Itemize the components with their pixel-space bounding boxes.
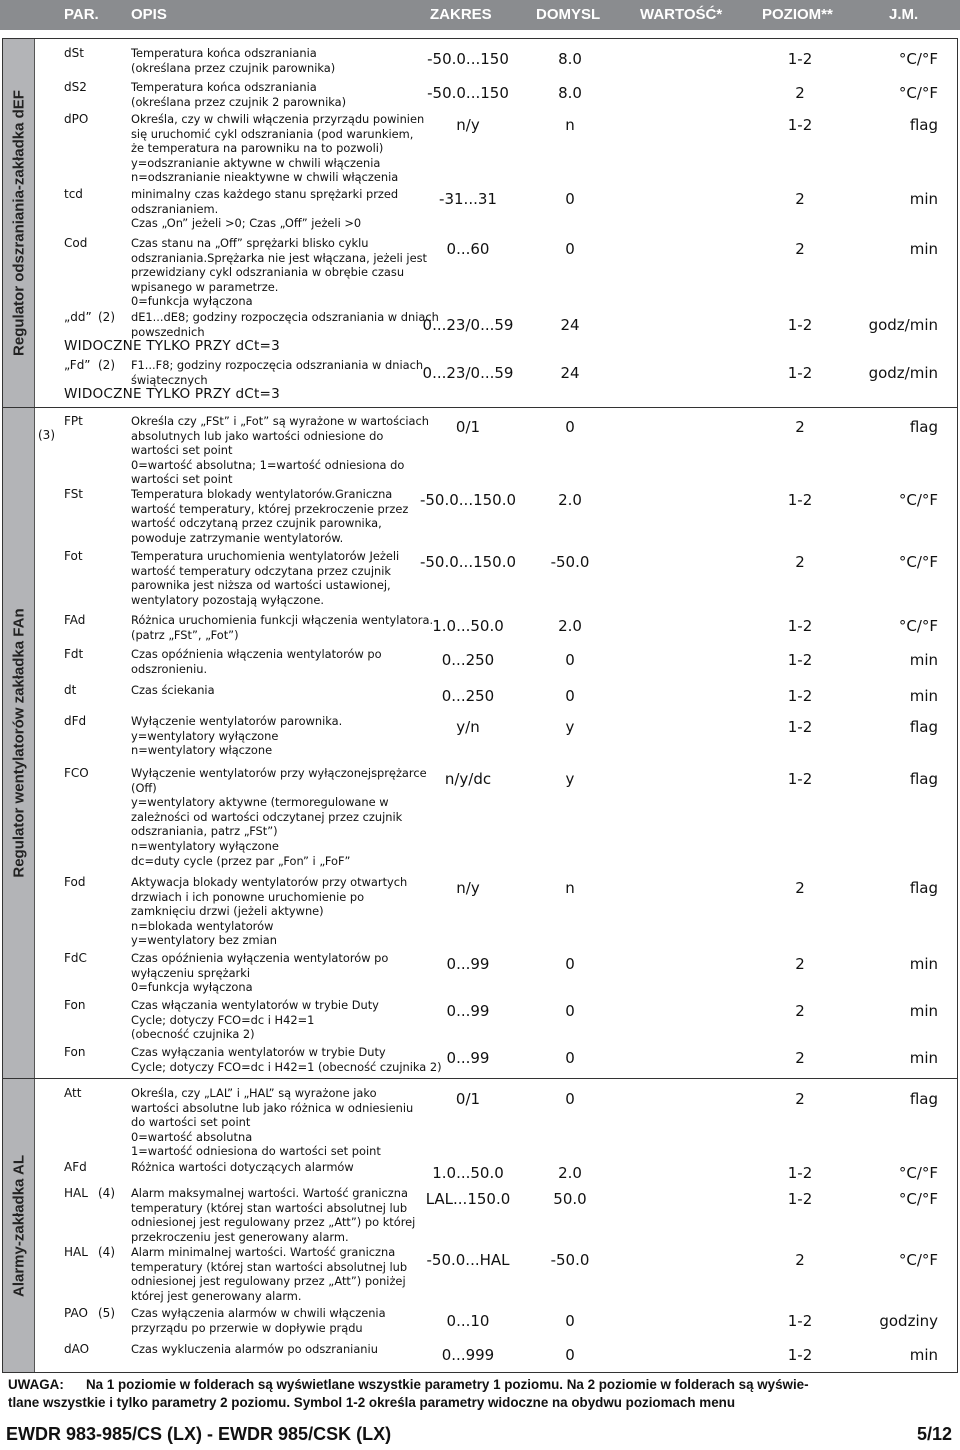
section-def-label: [3, 39, 35, 407]
page-number: 5/12: [916, 1424, 952, 1444]
param-code: „Fd”: [64, 358, 91, 372]
description-line: n=wentylatory włączone: [131, 743, 273, 758]
param-code: dPO: [64, 112, 89, 126]
param-range: 0...23/0...59: [422, 316, 514, 334]
section-fan-note: (3): [38, 428, 55, 442]
param-range: -50.0...150: [427, 50, 509, 68]
param-level: 1-2: [787, 770, 813, 788]
param-description: [131, 647, 413, 676]
header-poziom: POZIOM**: [762, 6, 833, 23]
param-default: 24: [560, 316, 580, 334]
param-unit: °C/°F: [898, 50, 938, 68]
header-domysl: DOMYSL: [536, 6, 601, 23]
description-line: Czas wyłączania wentylatorów w trybie Duty: [131, 1045, 386, 1059]
description-line: Cycle; dotyczy FCO=dc i H42=1: [131, 1012, 315, 1027]
param-description: [131, 236, 428, 309]
param-default: 0: [565, 190, 575, 208]
description-line: y=wentylatory wyłączone: [131, 728, 279, 743]
param-description: [131, 1306, 413, 1335]
header-opis: OPIS: [131, 6, 167, 23]
param-code: FdC: [64, 951, 87, 965]
description-line: y=odszranianie aktywne w chwili włączenia: [131, 155, 381, 170]
description-line: świątecznych: [131, 372, 208, 387]
param-code: dt: [64, 683, 77, 697]
param-description: [131, 1086, 413, 1159]
description-line: Określa, czy „LAL” i „HAL” są wyrażone jako: [131, 1086, 377, 1100]
section-divider: [3, 1078, 958, 1079]
param-footnote: (4): [98, 1186, 115, 1200]
param-default: n: [565, 879, 575, 897]
description-line: przyrządu po przerwie w dopływie prądu: [131, 1320, 363, 1335]
description-line: temperatury (której stan wartości absolutnej lub: [131, 1200, 408, 1215]
param-unit: °C/°F: [898, 1190, 938, 1208]
param-level: 1-2: [787, 687, 813, 705]
param-default: 24: [560, 364, 580, 382]
description-line: absolutnych lub jako wartości odniesione do: [131, 428, 384, 443]
param-unit: min: [909, 651, 938, 669]
header-wartosc: WARTOŚĆ*: [640, 6, 723, 23]
param-unit: flag: [909, 116, 938, 134]
description-line: zamknięciu drzwi (jeżeli aktywne): [131, 904, 324, 919]
param-range: 0...99: [446, 1049, 490, 1067]
param-code: Fon: [64, 1045, 86, 1059]
description-line: y=wentylatory aktywne (termoregulowane w: [131, 795, 389, 810]
param-description: [131, 1186, 416, 1244]
param-default: 0: [565, 955, 575, 973]
param-unit: flag: [909, 418, 938, 436]
description-line: Cycle; dotyczy FCO=dc i H42=1 (obecność czujnika 2): [131, 1059, 442, 1074]
header-par: PAR.: [64, 6, 99, 23]
param-default: 2.0: [558, 617, 582, 635]
param-level: 1-2: [787, 1190, 813, 1208]
param-code: tcd: [64, 187, 83, 201]
param-level: 1-2: [787, 617, 813, 635]
param-code: FPt: [64, 414, 83, 428]
footer-model: EWDR 983-985/CS (LX) - EWDR 985/CSK (LX): [6, 1424, 392, 1444]
description-line: Czas wykluczenia alarmów po odszranianiu: [131, 1342, 378, 1356]
param-unit: flag: [909, 770, 938, 788]
param-description: [131, 187, 413, 231]
param-level: 1-2: [787, 316, 813, 334]
param-level: 1-2: [787, 364, 813, 382]
param-level: 1-2: [787, 116, 813, 134]
section-def-title: Regulator odszraniania-zakładka dEF: [10, 90, 27, 356]
description-line: y=wentylatory bez zmian: [131, 933, 277, 948]
param-default: y: [565, 770, 575, 788]
description-line: Alarm minimalnej wartości. Wartość graniczna: [131, 1245, 396, 1259]
description-line: Temperatura blokady wentylatorów.Graniczna: [131, 487, 393, 501]
description-line: wartości set point: [131, 443, 233, 458]
param-unit: godziny: [879, 1312, 938, 1330]
footer-note: [8, 1376, 956, 1412]
param-range: -50.0...150.0: [419, 491, 517, 509]
description-line: Różnica wartości dotyczących alarmów: [131, 1160, 354, 1174]
param-code: Fot: [64, 549, 83, 563]
header-jm: J.M.: [889, 6, 919, 23]
description-line: (patrz „FSt”, „Fot”): [131, 627, 239, 642]
description-line: odniesionej jest regulowany przez „Att”) poniżej: [131, 1274, 406, 1289]
param-default: 2.0: [558, 491, 582, 509]
description-line: Czas opóźnienia włączenia wentylatorów po: [131, 647, 382, 661]
param-unit: flag: [909, 718, 938, 736]
param-range: 1.0...50.0: [432, 617, 504, 635]
table-header: [0, 0, 960, 30]
param-description: [131, 998, 413, 1042]
param-default: -50.0: [550, 553, 590, 571]
description-line: Temperatura końca odszraniania: [131, 46, 317, 60]
param-level: 2: [795, 240, 805, 258]
description-line: F1...F8; godziny rozpoczęcia odszraniania w dniach: [131, 358, 424, 372]
param-range: 0...999: [441, 1346, 495, 1364]
description-line: zależności od wartości odczytanej przez czujnik: [131, 809, 403, 824]
param-code: Att: [64, 1086, 82, 1100]
param-footnote: (4): [98, 1245, 115, 1259]
param-unit: godz/min: [868, 316, 938, 334]
param-default: y: [565, 718, 575, 736]
param-level: 1-2: [787, 1346, 813, 1364]
footer-note-line1: Na 1 poziomie w folderach są wyświetlane wszystkie parametry 1 poziomu. Na 2 poziomie w folderach są wyświe-: [86, 1377, 809, 1392]
param-footnote: (2): [98, 358, 115, 372]
param-range: n/y: [456, 879, 480, 897]
description-line: (określana przez czujnik 2 parownika): [131, 94, 347, 109]
description-line: Aktywacja blokady wentylatorów przy otwartych: [131, 875, 408, 889]
description-line: wartość temperatury, której przekroczenie przez: [131, 501, 409, 516]
param-level: 1-2: [787, 491, 813, 509]
section-fan-title: Regulator wentylatorów zakładka FAn: [10, 608, 27, 878]
param-code: Fdt: [64, 647, 84, 661]
description-line: drzwiach i ich ponowne uruchomienie po: [131, 889, 365, 904]
description-line: Określa czy „FSt” i „Fot” są wyrażone w wartościach: [131, 414, 429, 428]
param-range: 0...250: [441, 651, 495, 669]
param-level: 2: [795, 955, 805, 973]
param-unit: °C/°F: [898, 491, 938, 509]
param-range: -50.0...HAL: [426, 1251, 510, 1269]
description-line: Różnica uruchomienia funkcji włączenia wentylatora.: [131, 613, 434, 627]
param-default: 0: [565, 418, 575, 436]
description-line: odszraniania.Sprężarka nie jest włączana, jeżeli jest: [131, 250, 428, 265]
param-range: n/y/dc: [444, 770, 492, 788]
param-unit: min: [909, 1346, 938, 1364]
section-al-label: [3, 1079, 35, 1372]
param-unit: °C/°F: [898, 1251, 938, 1269]
footer-note-label: UWAGA:: [8, 1377, 64, 1392]
description-line: (obecność czujnika 2): [131, 1027, 255, 1042]
param-description: [131, 80, 413, 109]
description-line: do wartości set point: [131, 1115, 251, 1130]
param-range: 0...23/0...59: [422, 364, 514, 382]
description-line: której jest generowany alarm.: [131, 1288, 302, 1303]
param-code: dS2: [64, 80, 87, 94]
param-code: FSt: [64, 487, 84, 501]
description-line: Temperatura końca odszraniania: [131, 80, 317, 94]
description-line: Wyłączenie wentylatorów parownika.: [131, 714, 343, 728]
description-line: Czas „On” jeżeli >0; Czas „Off” jeżeli >0: [131, 216, 362, 231]
footer-note-line2: tlane wszystkie i tylko parametry 2 poziomu. Symbol 1-2 określa parametry widoczne na obydwu poziomach menu: [8, 1395, 736, 1410]
param-code: AFd: [64, 1160, 87, 1174]
param-code: dAO: [64, 1342, 90, 1356]
description-line: wentylatory pozostają wyłączone.: [131, 592, 325, 607]
param-unit: °C/°F: [898, 553, 938, 571]
param-range: y/n: [456, 718, 480, 736]
param-unit: min: [909, 1049, 938, 1067]
description-line: powszednich: [131, 324, 205, 339]
description-line: odszraniania, patrz „FSt”): [131, 824, 278, 839]
description-line: Czas wyłączenia alarmów w chwili włączenia: [131, 1306, 386, 1320]
param-unit: flag: [909, 1090, 938, 1108]
param-level: 1-2: [787, 718, 813, 736]
description-line: Temperatura uruchomienia wentylatorów Jeżeli: [131, 549, 400, 563]
param-default: 0: [565, 1049, 575, 1067]
section-fan-label: [3, 408, 35, 1078]
param-default: 8.0: [558, 84, 582, 102]
param-level: 2: [795, 418, 805, 436]
description-line: przewidziany cykl odszraniania w obrębie czasu: [131, 265, 405, 280]
description-line: wartość temperatury odczytana przez czujnik: [131, 563, 391, 578]
param-description: [131, 683, 413, 698]
description-line: 0=funkcja wyłączona: [131, 294, 253, 309]
section-divider: [3, 407, 958, 408]
description-line: (określana przez czujnik parownika): [131, 60, 336, 75]
description-line: 0=funkcja wyłączona: [131, 980, 253, 995]
param-default: 0: [565, 1090, 575, 1108]
param-unit: min: [909, 240, 938, 258]
description-line: 0=wartość absolutna: [131, 1129, 253, 1144]
description-line: Wyłączenie wentylatorów przy wyłączonejsprężarce: [131, 766, 427, 780]
param-range: -50.0...150.0: [419, 553, 517, 571]
param-range: 0...99: [446, 1002, 490, 1020]
description-line: odszranianiem.: [131, 201, 219, 216]
description-line: przekroczeniu jest generowany alarm.: [131, 1229, 349, 1244]
param-description: [131, 112, 425, 185]
description-line: 0=wartość absolutna; 1=wartość odniesiona do: [131, 457, 405, 472]
param-code: HAL: [64, 1245, 88, 1259]
param-level: 2: [795, 1002, 805, 1020]
param-code: PAO: [64, 1306, 88, 1320]
description-line: Określa, czy w chwili włączenia przyrządu powinien: [131, 112, 425, 126]
param-default: 0: [565, 651, 575, 669]
param-footnote: (2): [98, 310, 115, 324]
description-line: się uruchomić cykl odszraniania (pod warunkiem,: [131, 126, 414, 141]
param-default: 0: [565, 1346, 575, 1364]
param-unit: °C/°F: [898, 1164, 938, 1182]
param-description: [131, 766, 427, 868]
description-line: 1=wartość odniesiona do wartości set point: [131, 1144, 381, 1159]
param-default: 2.0: [558, 1164, 582, 1182]
param-range: 0...99: [446, 955, 490, 973]
description-line: wartość odczytaną przez czujnik parownika,: [131, 516, 382, 531]
param-level: 2: [795, 84, 805, 102]
description-line: powoduje zatrzymanie wentylatorów.: [131, 530, 344, 545]
param-level: 2: [795, 879, 805, 897]
param-description: [131, 951, 413, 995]
param-footnote: (5): [98, 1306, 115, 1320]
section-al-title: Alarmy-zakładka AL: [10, 1154, 27, 1297]
param-code: FCO: [64, 766, 89, 780]
param-default: 0: [565, 1002, 575, 1020]
description-line: Alarm maksymalnej wartości. Wartość graniczna: [131, 1186, 408, 1200]
param-code: dFd: [64, 714, 87, 728]
param-range: LAL...150.0: [425, 1190, 511, 1208]
param-default: 0: [565, 1312, 575, 1330]
param-unit: godz/min: [868, 364, 938, 382]
description-line: Czas włączania wentylatorów w trybie Duty: [131, 998, 379, 1012]
param-code: HAL: [64, 1186, 88, 1200]
visibility-note: WIDOCZNE TYLKO PRZY dCt=3: [64, 386, 280, 403]
description-line: Czas ściekania: [131, 683, 215, 697]
param-range: 0...10: [446, 1312, 490, 1330]
description-line: dc=duty cycle (przez par „Fon” i „FoF”: [131, 853, 351, 868]
description-line: wartości set point: [131, 472, 233, 487]
description-line: wyłączeniu sprężarki: [131, 965, 251, 980]
param-level: 1-2: [787, 1312, 813, 1330]
param-description: [131, 613, 434, 642]
param-default: 8.0: [558, 50, 582, 68]
param-default: 0: [565, 240, 575, 258]
param-range: 0/1: [455, 1090, 481, 1108]
param-description: [131, 487, 413, 545]
param-default: 0: [565, 687, 575, 705]
param-level: 2: [795, 190, 805, 208]
param-level: 2: [795, 1251, 805, 1269]
param-default: n: [565, 116, 575, 134]
description-line: że temperatura na parowniku na to pozwoli): [131, 141, 384, 156]
description-line: wpisanego w parametrze.: [131, 279, 279, 294]
description-line: minimalny czas każdego stanu sprężarki przed: [131, 187, 399, 201]
param-description: [131, 46, 413, 75]
description-line: parownika jest niższa od wartości ustawionej,: [131, 578, 391, 593]
param-range: -31...31: [439, 190, 497, 208]
param-level: 1-2: [787, 1164, 813, 1182]
param-unit: min: [909, 1002, 938, 1020]
param-code: Fon: [64, 998, 86, 1012]
visibility-note: WIDOCZNE TYLKO PRZY dCt=3: [64, 338, 280, 355]
param-description: [131, 414, 429, 487]
param-level: 2: [795, 1090, 805, 1108]
description-line: Czas stanu na „Off” sprężarki blisko cyklu: [131, 236, 369, 250]
param-code: „dd”: [64, 310, 92, 324]
param-default: 50.0: [553, 1190, 587, 1208]
description-line: n=blokada wentylatorów: [131, 918, 274, 933]
description-line: Czas opóźnienia wyłączenia wentylatorów po: [131, 951, 389, 965]
param-code: FAd: [64, 613, 86, 627]
param-code: Cod: [64, 236, 88, 250]
description-line: n=wentylatory wyłączone: [131, 838, 279, 853]
description-line: dE1...dE8; godziny rozpoczęcia odszraniania w dniach: [131, 310, 439, 324]
description-line: n=odszranianie nieaktywne w chwili włączenia: [131, 170, 399, 185]
param-description: [131, 714, 413, 758]
param-range: 0...250: [441, 687, 495, 705]
param-description: [131, 549, 413, 607]
param-unit: °C/°F: [898, 617, 938, 635]
param-code: Fod: [64, 875, 86, 889]
param-description: [131, 1045, 442, 1074]
param-description: [131, 1160, 413, 1175]
param-level: 1-2: [787, 651, 813, 669]
header-zakres: ZAKRES: [430, 6, 492, 23]
param-default: -50.0: [550, 1251, 590, 1269]
param-description: [131, 875, 413, 948]
param-unit: °C/°F: [898, 84, 938, 102]
param-code: dSt: [64, 46, 84, 60]
param-level: 2: [795, 1049, 805, 1067]
param-unit: flag: [909, 879, 938, 897]
param-range: n/y: [456, 116, 480, 134]
description-line: odniesionej jest regulowany przez „Att”) po której: [131, 1215, 416, 1230]
description-line: temperatury (której stan wartości absolutnej lub: [131, 1259, 408, 1274]
param-description: [131, 1245, 413, 1303]
param-range: 0...60: [446, 240, 490, 258]
param-unit: min: [909, 955, 938, 973]
description-line: wartości absolutne lub jako różnica w odniesieniu: [131, 1100, 414, 1115]
param-level: 1-2: [787, 50, 813, 68]
param-unit: min: [909, 687, 938, 705]
param-description: [131, 1342, 413, 1357]
description-line: odszronieniu.: [131, 661, 208, 676]
description-line: (Off): [131, 780, 157, 795]
param-level: 2: [795, 553, 805, 571]
param-range: 0/1: [455, 418, 481, 436]
param-unit: min: [909, 190, 938, 208]
param-range: -50.0...150: [427, 84, 509, 102]
param-range: 1.0...50.0: [432, 1164, 504, 1182]
